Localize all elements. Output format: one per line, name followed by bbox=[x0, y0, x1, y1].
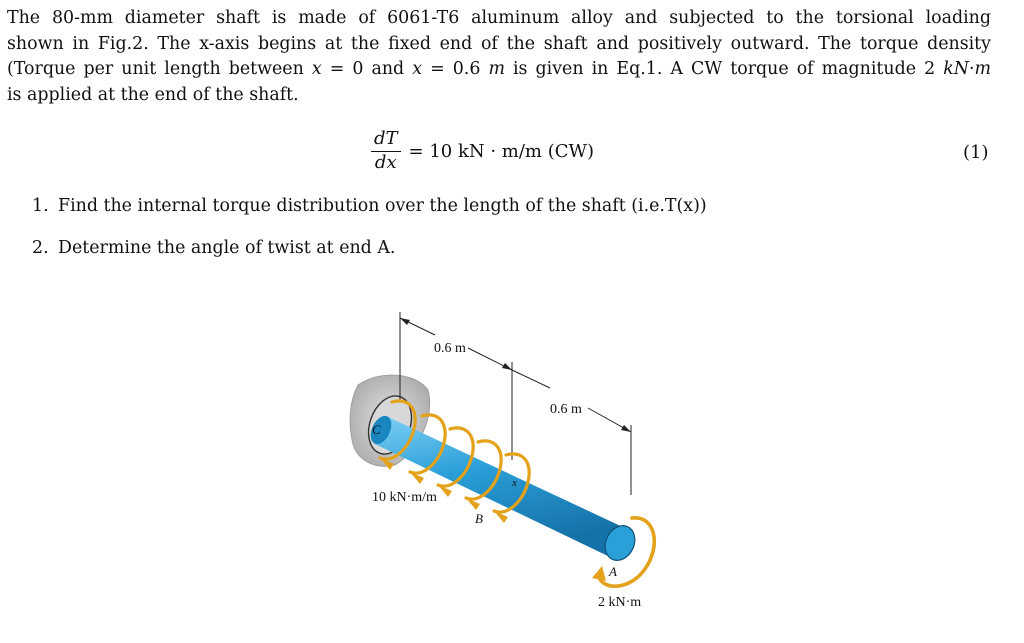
shaft-figure bbox=[340, 290, 680, 620]
question-text: Determine the angle of twist at end A. bbox=[58, 238, 396, 258]
fraction-numerator: dT bbox=[371, 128, 401, 152]
torque-density-equation bbox=[371, 128, 594, 174]
equation-rhs: = 10 kN · m/m (CW) bbox=[408, 140, 595, 162]
question-1 bbox=[32, 196, 707, 216]
dim-arrow-mid bbox=[502, 363, 512, 370]
end-torque-label: 2 kN·m bbox=[598, 595, 642, 610]
problem-line-2: shown in Fig.2. The x-axis begins at the fixed end of the shaft and positively outward. The torque density bbox=[7, 33, 991, 54]
point-a-label: A bbox=[609, 564, 617, 579]
question-number: 2. bbox=[32, 238, 49, 258]
end-torque-arrowhead bbox=[592, 566, 606, 581]
dim-arrow-start bbox=[400, 318, 410, 325]
question-2 bbox=[32, 238, 395, 258]
problem-line-4: is applied at the end of the shaft. bbox=[7, 85, 299, 106]
equation-number: (1) bbox=[963, 142, 989, 163]
x-axis-label: x bbox=[512, 477, 517, 489]
question-number: 1. bbox=[32, 196, 49, 216]
derivative-fraction bbox=[371, 128, 401, 174]
problem-line-1: The 80-mm diameter shaft is made of 6061-T6 aluminum alloy and subjected to the torsional loading bbox=[7, 8, 991, 28]
question-text: Find the internal torque distribution over the length of the shaft (i.e.T(x)) bbox=[58, 196, 707, 216]
problem-statement bbox=[7, 6, 991, 109]
load-density-label: 10 kN·m/m bbox=[372, 490, 437, 505]
dimension-label-right: 0.6 m bbox=[550, 402, 582, 417]
dimension-label-left: 0.6 m bbox=[434, 341, 466, 356]
fraction-denominator: dx bbox=[374, 152, 397, 173]
point-c-label: C bbox=[372, 422, 381, 437]
dim-arrow-end bbox=[621, 425, 631, 432]
problem-line-3: (Torque per unit length between x = 0 and x = 0.6 m is given in Eq.1. A CW torque of magnitude 2 kN·m bbox=[7, 59, 991, 80]
point-b-label: B bbox=[475, 511, 483, 526]
